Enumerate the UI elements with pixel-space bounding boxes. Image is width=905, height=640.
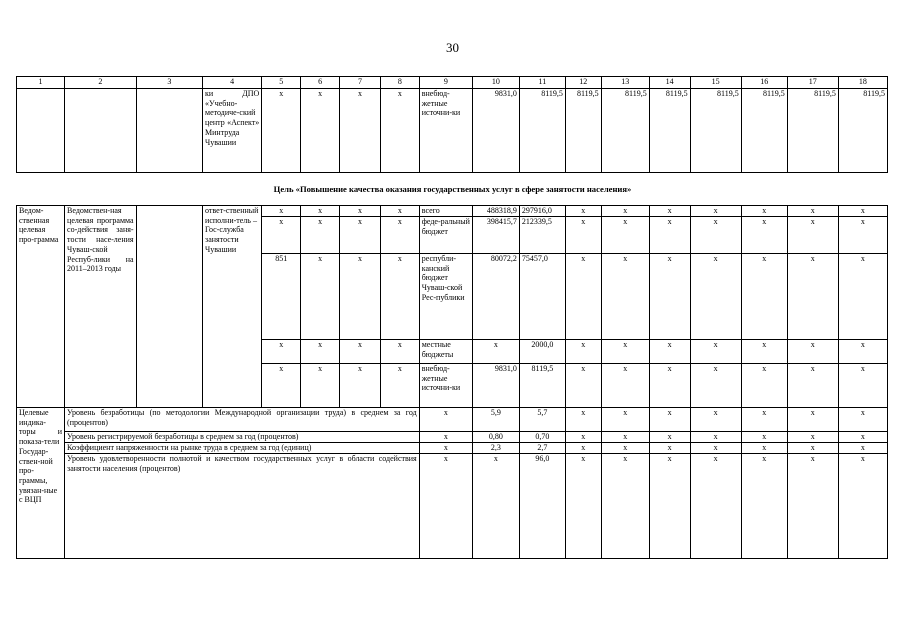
value-cell: x [649,432,690,443]
page-number: 30 [446,40,459,55]
value-cell: x [690,340,741,364]
value-cell: x [690,364,741,408]
value-cell: x [565,408,601,432]
cell [65,89,137,173]
header-cell: 10 [472,77,519,89]
value-cell: 0,70 [519,432,565,443]
program-name-cell: Ведомствен-ная целевая программа со-действия заня-тости насе-ления Чуваш-ской Респуб-лики на 2011–2013 годы [65,206,137,408]
value-cell: x [649,454,690,559]
value-cell: x [690,408,741,432]
value-cell: x [649,408,690,432]
value-cell: x [472,454,519,559]
value-cell: x [565,364,601,408]
value-cell: 212339,5 [519,217,565,254]
value-cell: x [690,454,741,559]
value-cell: x [787,454,838,559]
value-cell: 5,7 [519,408,565,432]
value-cell: 0,80 [472,432,519,443]
header-cell: 9 [419,77,472,89]
code-cell: x [380,206,419,217]
code-cell: x [301,364,340,408]
program-type-cell: Ведом-ственная целевая про-грамма [17,206,65,408]
indicator-text-cell: Уровень регистрируемой безработицы в среднем за год (процентов) [65,432,420,443]
header-cell: 12 [565,77,601,89]
source-cell: внебюд-жетные источни-ки [419,89,472,173]
value-cell: 96,0 [519,454,565,559]
value-cell: x [649,443,690,454]
value-cell: x [838,432,887,443]
value-cell: 8119,5 [690,89,741,173]
header-cell: 2 [65,77,137,89]
value-cell: x [787,443,838,454]
code-cell: x [301,217,340,254]
value-cell: x [419,408,472,432]
header-cell: 13 [601,77,649,89]
value-cell: x [838,217,887,254]
value-cell: 5,9 [472,408,519,432]
value-cell: x [565,217,601,254]
value-cell: 8119,5 [565,89,601,173]
value-cell: x [838,454,887,559]
code-cell: x [340,254,381,340]
header-cell: 18 [838,77,887,89]
value-cell: x [787,408,838,432]
value-cell: x [601,254,649,340]
value-cell: 8119,5 [519,364,565,408]
code-cell: x [262,206,301,217]
value-cell: 8119,5 [741,89,787,173]
goal-title: Цель «Повышение качества оказания государственных услуг в сфере занятости населения» [273,184,632,194]
cell [136,206,202,408]
value-cell: x [601,364,649,408]
cell [17,89,65,173]
value-cell: 488318,9 [472,206,519,217]
code-cell: x [380,217,419,254]
code-cell: x [301,206,340,217]
value-cell: x [649,254,690,340]
value-cell: x [838,206,887,217]
code-cell: x [340,364,381,408]
table-row [17,454,888,559]
value-cell: x [838,340,887,364]
value-cell: x [690,217,741,254]
value-cell: x [565,443,601,454]
value-cell: x [472,340,519,364]
value-cell: 9831,0 [472,89,519,173]
header-cell: 17 [787,77,838,89]
source-cell: местные бюджеты [419,340,472,364]
value-cell: x [741,340,787,364]
source-cell: республи-канский бюджет Чуваш-ской Рес-публики [419,254,472,340]
program-table [16,205,888,559]
value-cell: x [690,206,741,217]
source-cell: феде-ральный бюджет [419,217,472,254]
value-cell: x [787,340,838,364]
value-cell: x [741,443,787,454]
code-cell: x [301,89,340,173]
header-cell: 11 [519,77,565,89]
value-cell: x [741,217,787,254]
value-cell: x [419,432,472,443]
value-cell: x [649,340,690,364]
value-cell: x [741,254,787,340]
value-cell: 8119,5 [787,89,838,173]
code-cell: x [380,254,419,340]
code-cell: 851 [262,254,301,340]
indicator-text-cell: Уровень безработицы (по методологии Международной организации труда) в среднем за год (процентов) [65,408,420,432]
value-cell: 8119,5 [838,89,887,173]
table-row [17,408,888,432]
value-cell: x [690,254,741,340]
value-cell: 8119,5 [601,89,649,173]
executor-cell: ки ДПО «Учебно-методиче-ский центр «Аспект» Минтруда Чувашии [203,89,262,173]
value-cell: x [741,432,787,443]
code-cell: x [340,89,381,173]
value-cell: x [838,408,887,432]
table-row [17,443,888,454]
value-cell: x [601,206,649,217]
code-cell: x [262,364,301,408]
value-cell: x [787,206,838,217]
value-cell: 8119,5 [519,89,565,173]
value-cell: x [565,254,601,340]
value-cell: x [601,432,649,443]
code-cell: x [380,364,419,408]
indicator-text-cell: Коэффициент напряженности на рынке труда в среднем за год (единиц) [65,443,420,454]
value-cell: 9831,0 [472,364,519,408]
code-cell: x [380,340,419,364]
header-cell: 7 [340,77,381,89]
value-cell: 75457,0 [519,254,565,340]
table-row [17,432,888,443]
indicators-label-cell: Целевые индика-торы и показа-тели Государ-ствен-ной про-граммы, увязан-ные с ВЦП [17,408,65,559]
value-cell: x [741,364,787,408]
executor-cell: ответ-ственный исполни-тель – Гос-служба занятости Чувашии [203,206,262,408]
value-cell: x [419,454,472,559]
value-cell: x [787,217,838,254]
value-cell: x [565,340,601,364]
value-cell: x [838,364,887,408]
header-cell: 15 [690,77,741,89]
table-row [17,206,888,217]
value-cell: 80072,2 [472,254,519,340]
header-cell: 3 [136,77,202,89]
code-cell: x [380,89,419,173]
value-cell: x [838,254,887,340]
value-cell: 297916,0 [519,206,565,217]
header-cell: 5 [262,77,301,89]
value-cell: x [565,454,601,559]
code-cell: x [301,340,340,364]
value-cell: 2,7 [519,443,565,454]
code-cell: x [301,254,340,340]
value-cell: x [601,454,649,559]
value-cell: x [690,443,741,454]
code-cell: x [262,217,301,254]
value-cell: x [601,340,649,364]
code-cell: x [262,89,301,173]
code-cell: x [340,206,381,217]
header-cell: 4 [203,77,262,89]
top-table [16,76,888,173]
value-cell: x [649,364,690,408]
value-cell: x [601,217,649,254]
value-cell: x [419,443,472,454]
value-cell: x [565,206,601,217]
code-cell: x [340,217,381,254]
table-row [17,89,888,173]
value-cell: x [565,432,601,443]
value-cell: x [787,432,838,443]
value-cell: x [787,364,838,408]
value-cell: x [787,254,838,340]
source-cell: всего [419,206,472,217]
header-cell: 6 [301,77,340,89]
value-cell: x [601,408,649,432]
header-cell: 1 [17,77,65,89]
header-cell: 16 [741,77,787,89]
header-cell: 8 [380,77,419,89]
cell [136,89,202,173]
value-cell: x [601,443,649,454]
source-cell: внебюд-жетные источни-ки [419,364,472,408]
value-cell: 2,3 [472,443,519,454]
value-cell: x [690,432,741,443]
value-cell: x [741,454,787,559]
header-row [17,77,888,89]
value-cell: x [649,206,690,217]
value-cell: 8119,5 [649,89,690,173]
code-cell: x [340,340,381,364]
indicator-text-cell: Уровень удовлетворенности полнотой и качеством государственных услуг в области содействия занятости населения (процентов) [65,454,420,559]
value-cell: x [741,408,787,432]
value-cell: x [741,206,787,217]
header-cell: 14 [649,77,690,89]
value-cell: 398415,7 [472,217,519,254]
value-cell: 2000,0 [519,340,565,364]
value-cell: x [649,217,690,254]
value-cell: x [838,443,887,454]
code-cell: x [262,340,301,364]
